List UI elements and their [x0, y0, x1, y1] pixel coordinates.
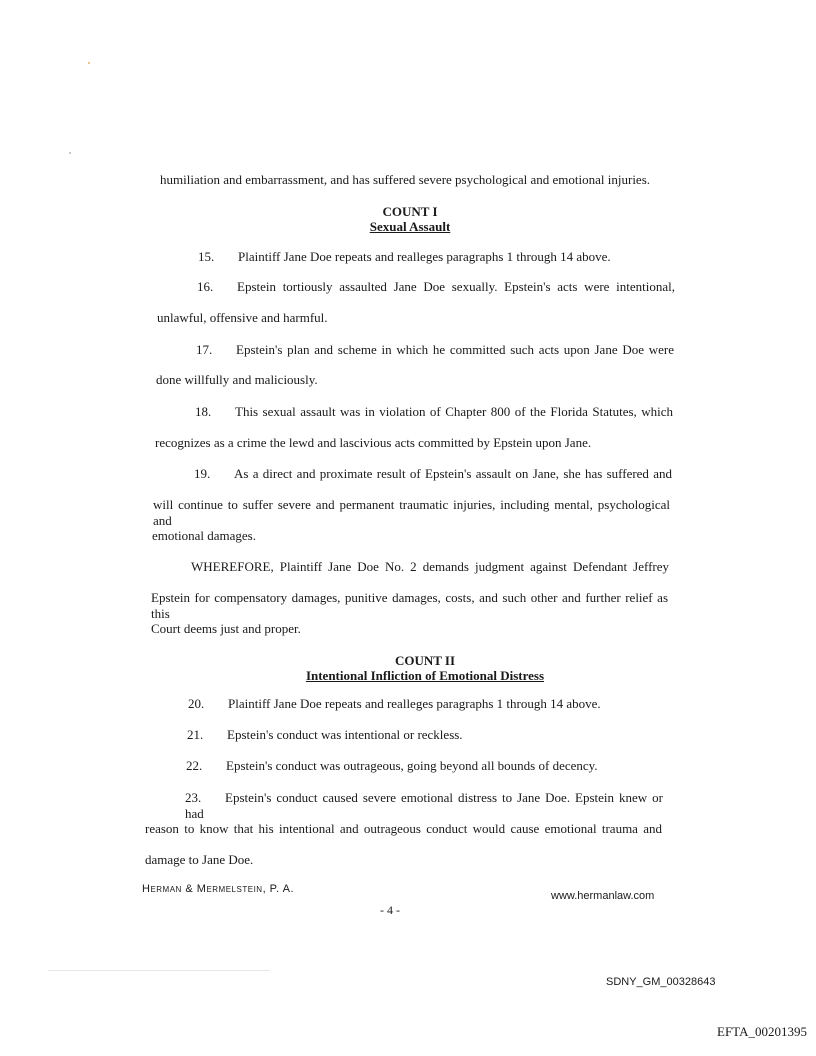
bates-number: SDNY_GM_00328643: [606, 976, 716, 988]
paragraph-number: 15.: [198, 249, 215, 264]
paragraph-16: [197, 279, 675, 295]
paragraph-number: 21.: [187, 727, 204, 742]
paragraph-17: [196, 342, 674, 358]
paragraph-text: Epstein tortiously assaulted Jane Doe sexually. Epstein's acts were intentional,: [237, 279, 675, 294]
paragraph-number: 20.: [188, 696, 205, 711]
wherefore-continued: [151, 590, 668, 622]
paragraph-15: [198, 249, 611, 265]
count-1-subtitle: Sexual Assault: [369, 219, 451, 234]
wherefore-continued: Court deems just and proper.: [151, 621, 301, 636]
paragraph-number: 16.: [197, 279, 214, 294]
wherefore-clause: [191, 559, 669, 575]
paragraph-text: will continue to suffer severe and permanent traumatic injuries, including mental, psychological and: [153, 497, 670, 528]
paragraph-text: Plaintiff Jane Doe repeats and realleges paragraphs 1 through 14 above.: [238, 249, 611, 264]
paragraph-text: Epstein's conduct was outrageous, going beyond all bounds of decency.: [226, 758, 598, 773]
firm-website: www.hermanlaw.com: [551, 890, 655, 902]
paragraph-19: [194, 466, 672, 482]
intro-line: humiliation and embarrassment, and has suffered severe psychological and emotional injuries.: [160, 172, 651, 187]
paragraph-23-continued: [145, 821, 662, 837]
paragraph-text: reason to know that his intentional and outrageous conduct would cause emotional trauma and: [145, 821, 662, 836]
count-2-subtitle: Intentional Infliction of Emotional Distress: [305, 668, 545, 683]
paragraph-text: Epstein's conduct was intentional or reckless.: [227, 727, 463, 742]
paragraph-text: Plaintiff Jane Doe repeats and realleges paragraphs 1 through 14 above.: [228, 696, 601, 711]
paragraph-23-continued: damage to Jane Doe.: [145, 852, 254, 867]
paragraph-number: 17.: [196, 342, 213, 357]
paragraph-number: 22.: [186, 758, 203, 773]
count-2-title: COUNT II: [394, 653, 456, 668]
count-1-heading: [310, 204, 510, 234]
paragraph-18: [195, 404, 673, 420]
paragraph-19-continued: emotional damages.: [152, 528, 256, 543]
paragraph-number: 18.: [195, 404, 212, 419]
paragraph-23: [185, 790, 663, 822]
paragraph-number: 23.: [185, 790, 202, 805]
paragraph-number: 19.: [194, 466, 211, 481]
paragraph-22: [186, 758, 598, 774]
paragraph-text: This sexual assault was in violation of Chapter 800 of the Florida Statutes, which: [235, 404, 673, 419]
paragraph-text: As a direct and proximate result of Epstein's assault on Jane, she has suffered and: [234, 466, 672, 481]
page-number: - 4 -: [380, 903, 400, 917]
scan-speck: [88, 62, 90, 64]
paragraph-21: [187, 727, 463, 743]
paragraph-19-continued: [153, 497, 670, 529]
scan-artifact-line: [48, 970, 270, 971]
paragraph-16-continued: unlawful, offensive and harmful.: [157, 310, 328, 325]
efta-stamp: EFTA_00201395: [717, 1024, 807, 1039]
paragraph-17-continued: done willfully and maliciously.: [156, 372, 318, 387]
paragraph-20: [188, 696, 601, 712]
paragraph-text: Epstein's conduct caused severe emotional distress to Jane Doe. Epstein knew or had: [185, 790, 663, 821]
count-1-title: COUNT I: [382, 204, 438, 219]
count-2-heading: [260, 653, 590, 683]
paragraph-text: Epstein's plan and scheme in which he committed such acts upon Jane Doe were: [236, 342, 674, 357]
paragraph-18-continued: recognizes as a crime the lewd and lascivious acts committed by Epstein upon Jane.: [155, 435, 592, 450]
scan-speck: [69, 152, 71, 154]
law-firm-name: Herman & Mermelstein, P. A.: [142, 883, 294, 895]
wherefore-text: WHEREFORE, Plaintiff Jane Doe No. 2 demands judgment against Defendant Jeffrey: [191, 559, 669, 574]
wherefore-text: Epstein for compensatory damages, punitive damages, costs, and such other and further relief as this: [151, 590, 668, 621]
